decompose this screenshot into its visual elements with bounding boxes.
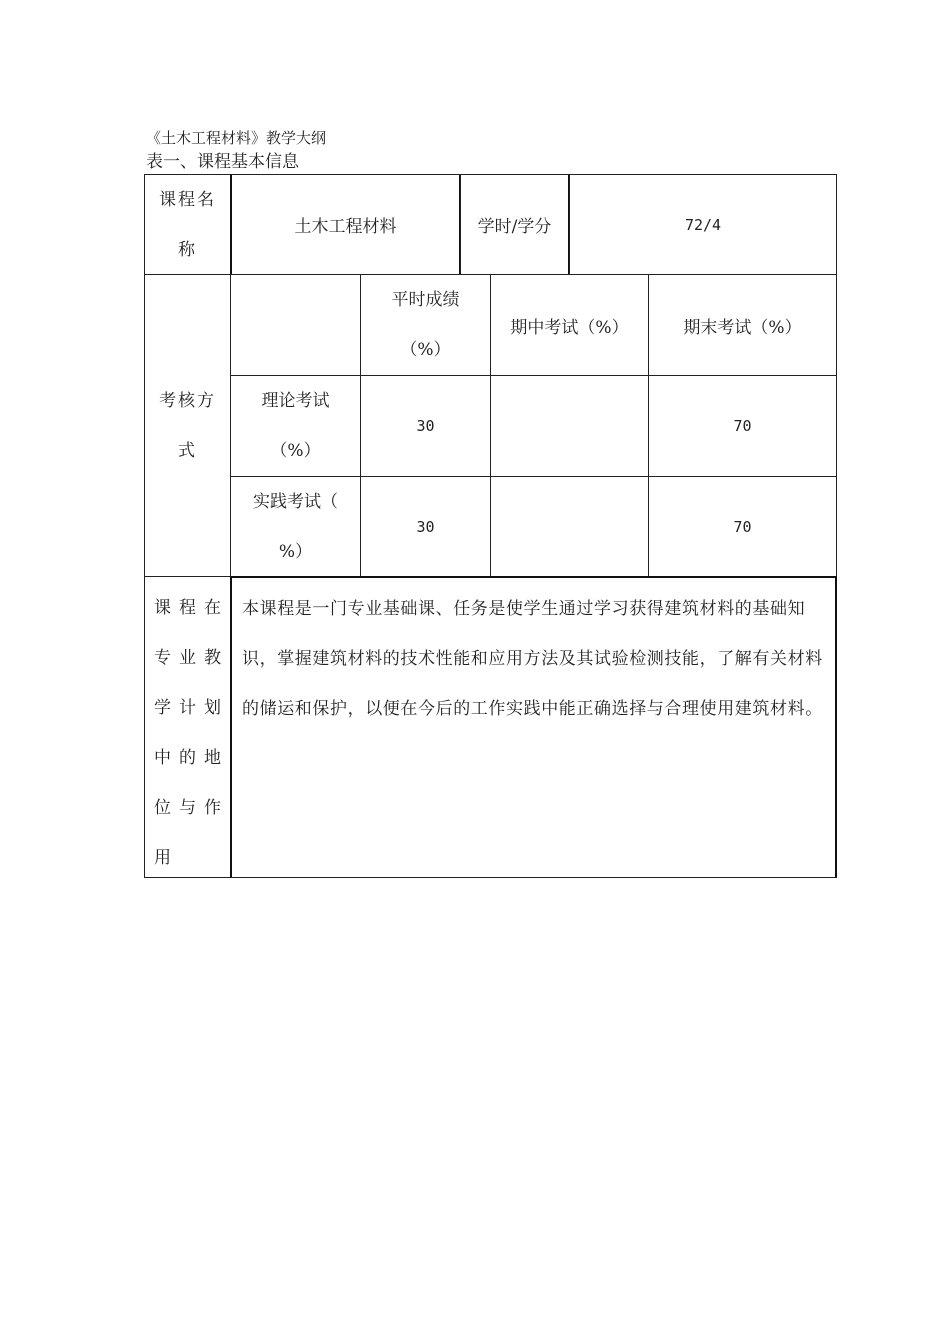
hours-value-cell [569, 174, 837, 275]
theory-exam-label: 理论考试（%） [261, 391, 330, 461]
midterm-header: 期中考试（%） [510, 317, 629, 338]
course-name-label: 课程名称 [159, 189, 216, 260]
course-name-value: 土木工程材料 [294, 217, 397, 237]
hours-value: 72/4 [684, 215, 722, 234]
regular-score-header: 平时成绩（%） [391, 290, 460, 360]
hours-label-cell [460, 174, 570, 275]
role-label: 课程在专业教学计划中的地位与作用 [154, 598, 229, 868]
regular-score-header-cell [360, 274, 491, 376]
role-text-cell [230, 576, 837, 878]
theory-midterm-cell [490, 375, 649, 477]
practice-midterm-cell [490, 476, 649, 577]
assessment-corner-cell [230, 274, 361, 376]
role-text: 本课程是一门专业基础课、任务是使学生通过学习获得建筑材料的基础知识，掌握建筑材料的技术性能和应用方法及其试验检测技能，了解有关材料的储运和保护，以便在今后的工作实践中能正确选择与合理使用建筑材料。 [242, 599, 823, 719]
theory-final-value: 70 [733, 417, 752, 435]
practice-regular-cell [360, 476, 491, 577]
document-title: 《土木工程材料》教学大纲 [146, 129, 327, 147]
practice-exam-label: 实践考试（ %） [253, 491, 338, 562]
assessment-label-cell [144, 274, 231, 577]
midterm-header-cell [490, 274, 649, 376]
final-header: 期末考试（%） [683, 317, 802, 338]
theory-regular-cell [360, 375, 491, 477]
practice-final-value: 70 [733, 517, 752, 536]
theory-exam-label-cell [230, 375, 361, 477]
assessment-label: 考核方式 [159, 390, 216, 461]
practice-exam-label-cell [230, 476, 361, 577]
practice-final-cell [648, 476, 837, 577]
theory-regular-value: 30 [416, 417, 435, 435]
course-name-value-cell [230, 174, 461, 275]
table-caption: 表一、课程基本信息 [146, 152, 299, 172]
course-name-label-cell [144, 174, 231, 275]
final-header-cell [648, 274, 837, 376]
hours-label: 学时/学分 [477, 217, 552, 237]
role-label-cell [144, 576, 231, 878]
practice-regular-value: 30 [416, 517, 435, 536]
theory-final-cell [648, 375, 837, 477]
